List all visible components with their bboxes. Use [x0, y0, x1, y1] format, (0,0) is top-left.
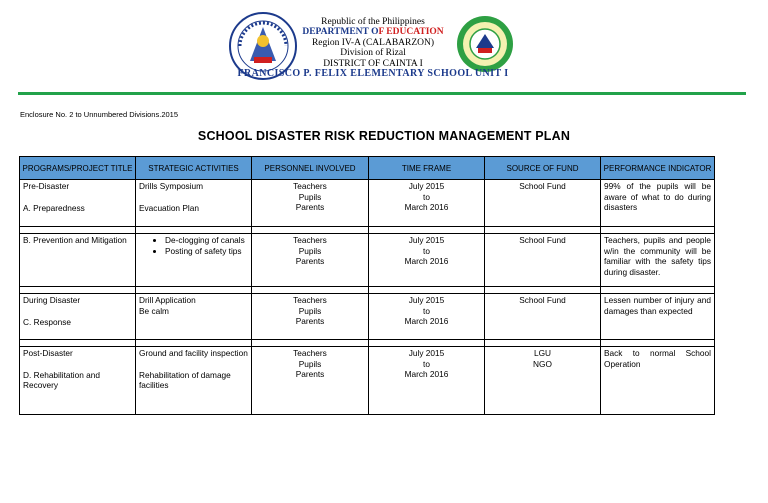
letterhead-region: Region IV-A (CALABARZON) — [311, 37, 435, 48]
plan-table — [19, 156, 715, 415]
cell-fund: School Fund — [485, 180, 601, 227]
cell-indicator: Lessen number of injury and damages than expected — [601, 294, 715, 340]
table-spacer-row — [20, 227, 715, 234]
letterhead — [200, 17, 546, 79]
cell-indicator: 99% of the pupils will be aware of what to do during disasters — [601, 180, 715, 227]
cell-activities — [136, 234, 252, 287]
header-program: PROGRAMS/PROJECT TITLE — [20, 157, 136, 180]
list-item: • Posting of safety tips — [165, 246, 248, 257]
cell-activities: Drills Symposium Evacuation Plan — [136, 180, 252, 227]
plan-title: SCHOOL DISASTER RISK REDUCTION MANAGEMENT PLAN — [197, 129, 571, 143]
letterhead-school: FRANCISCO P. FELIX ELEMENTARY SCHOOL UNIT I — [237, 68, 509, 80]
cell-time: July 2015 to March 2016 — [369, 294, 485, 340]
header-personnel: PERSONNEL INVOLVED — [252, 157, 369, 180]
header-fund: SOURCE OF FUND — [485, 157, 601, 180]
letterhead-republic: Republic of the Philippines — [321, 17, 425, 27]
list-item: • De-clogging of canals — [165, 235, 248, 246]
header-time: TIME FRAME — [369, 157, 485, 180]
cell-program: Post-Disaster D. Rehabilitation and Recovery — [20, 347, 136, 415]
cell-personnel: Teachers Pupils Parents — [252, 180, 369, 227]
table-row — [20, 347, 715, 415]
cell-indicator: Back to normal School Operation — [601, 347, 715, 415]
cell-personnel: Teachers Pupils Parents — [252, 294, 369, 340]
table-header-row — [20, 157, 715, 180]
cell-time: July 2015 to March 2016 — [369, 180, 485, 227]
table-row — [20, 234, 715, 287]
cell-program: B. Prevention and Mitigation — [20, 234, 136, 287]
cell-activities: Ground and facility inspection Rehabilitation of damage facilities — [136, 347, 252, 415]
cell-time: July 2015 to March 2016 — [369, 347, 485, 415]
cell-personnel: Teachers Pupils Parents — [252, 347, 369, 415]
header-divider — [18, 92, 746, 95]
cell-fund: School Fund — [485, 294, 601, 340]
cell-program: During Disaster C. Response — [20, 294, 136, 340]
header-indicator: PERFORMANCE INDICATOR — [601, 157, 715, 180]
letterhead-department: DEPARTMENT OF EDUCATION — [302, 27, 444, 38]
enclosure-note: Enclosure No. 2 to Unnumbered Divisions.2015 — [20, 110, 179, 119]
cell-time: July 2015 to March 2016 — [369, 234, 485, 287]
cell-activities: Drill Application Be calm — [136, 294, 252, 340]
cell-personnel: Teachers Pupils Parents — [252, 234, 369, 287]
table-row — [20, 180, 715, 227]
table-row — [20, 294, 715, 340]
cell-program: Pre-Disaster A. Preparedness — [20, 180, 136, 227]
cell-indicator: Teachers, pupils and people w/in the community will be familiar with the safety tips during disaster. — [601, 234, 715, 287]
letterhead-district: DISTRICT OF CAINTA I — [323, 58, 423, 69]
activities-list — [139, 235, 248, 256]
header-activities: STRATEGIC ACTIVITIES — [136, 157, 252, 180]
letterhead-division: Division of Rizal — [340, 48, 406, 59]
table-spacer-row — [20, 340, 715, 347]
cell-fund: School Fund — [485, 234, 601, 287]
table-spacer-row — [20, 287, 715, 294]
cell-fund: LGU NGO — [485, 347, 601, 415]
